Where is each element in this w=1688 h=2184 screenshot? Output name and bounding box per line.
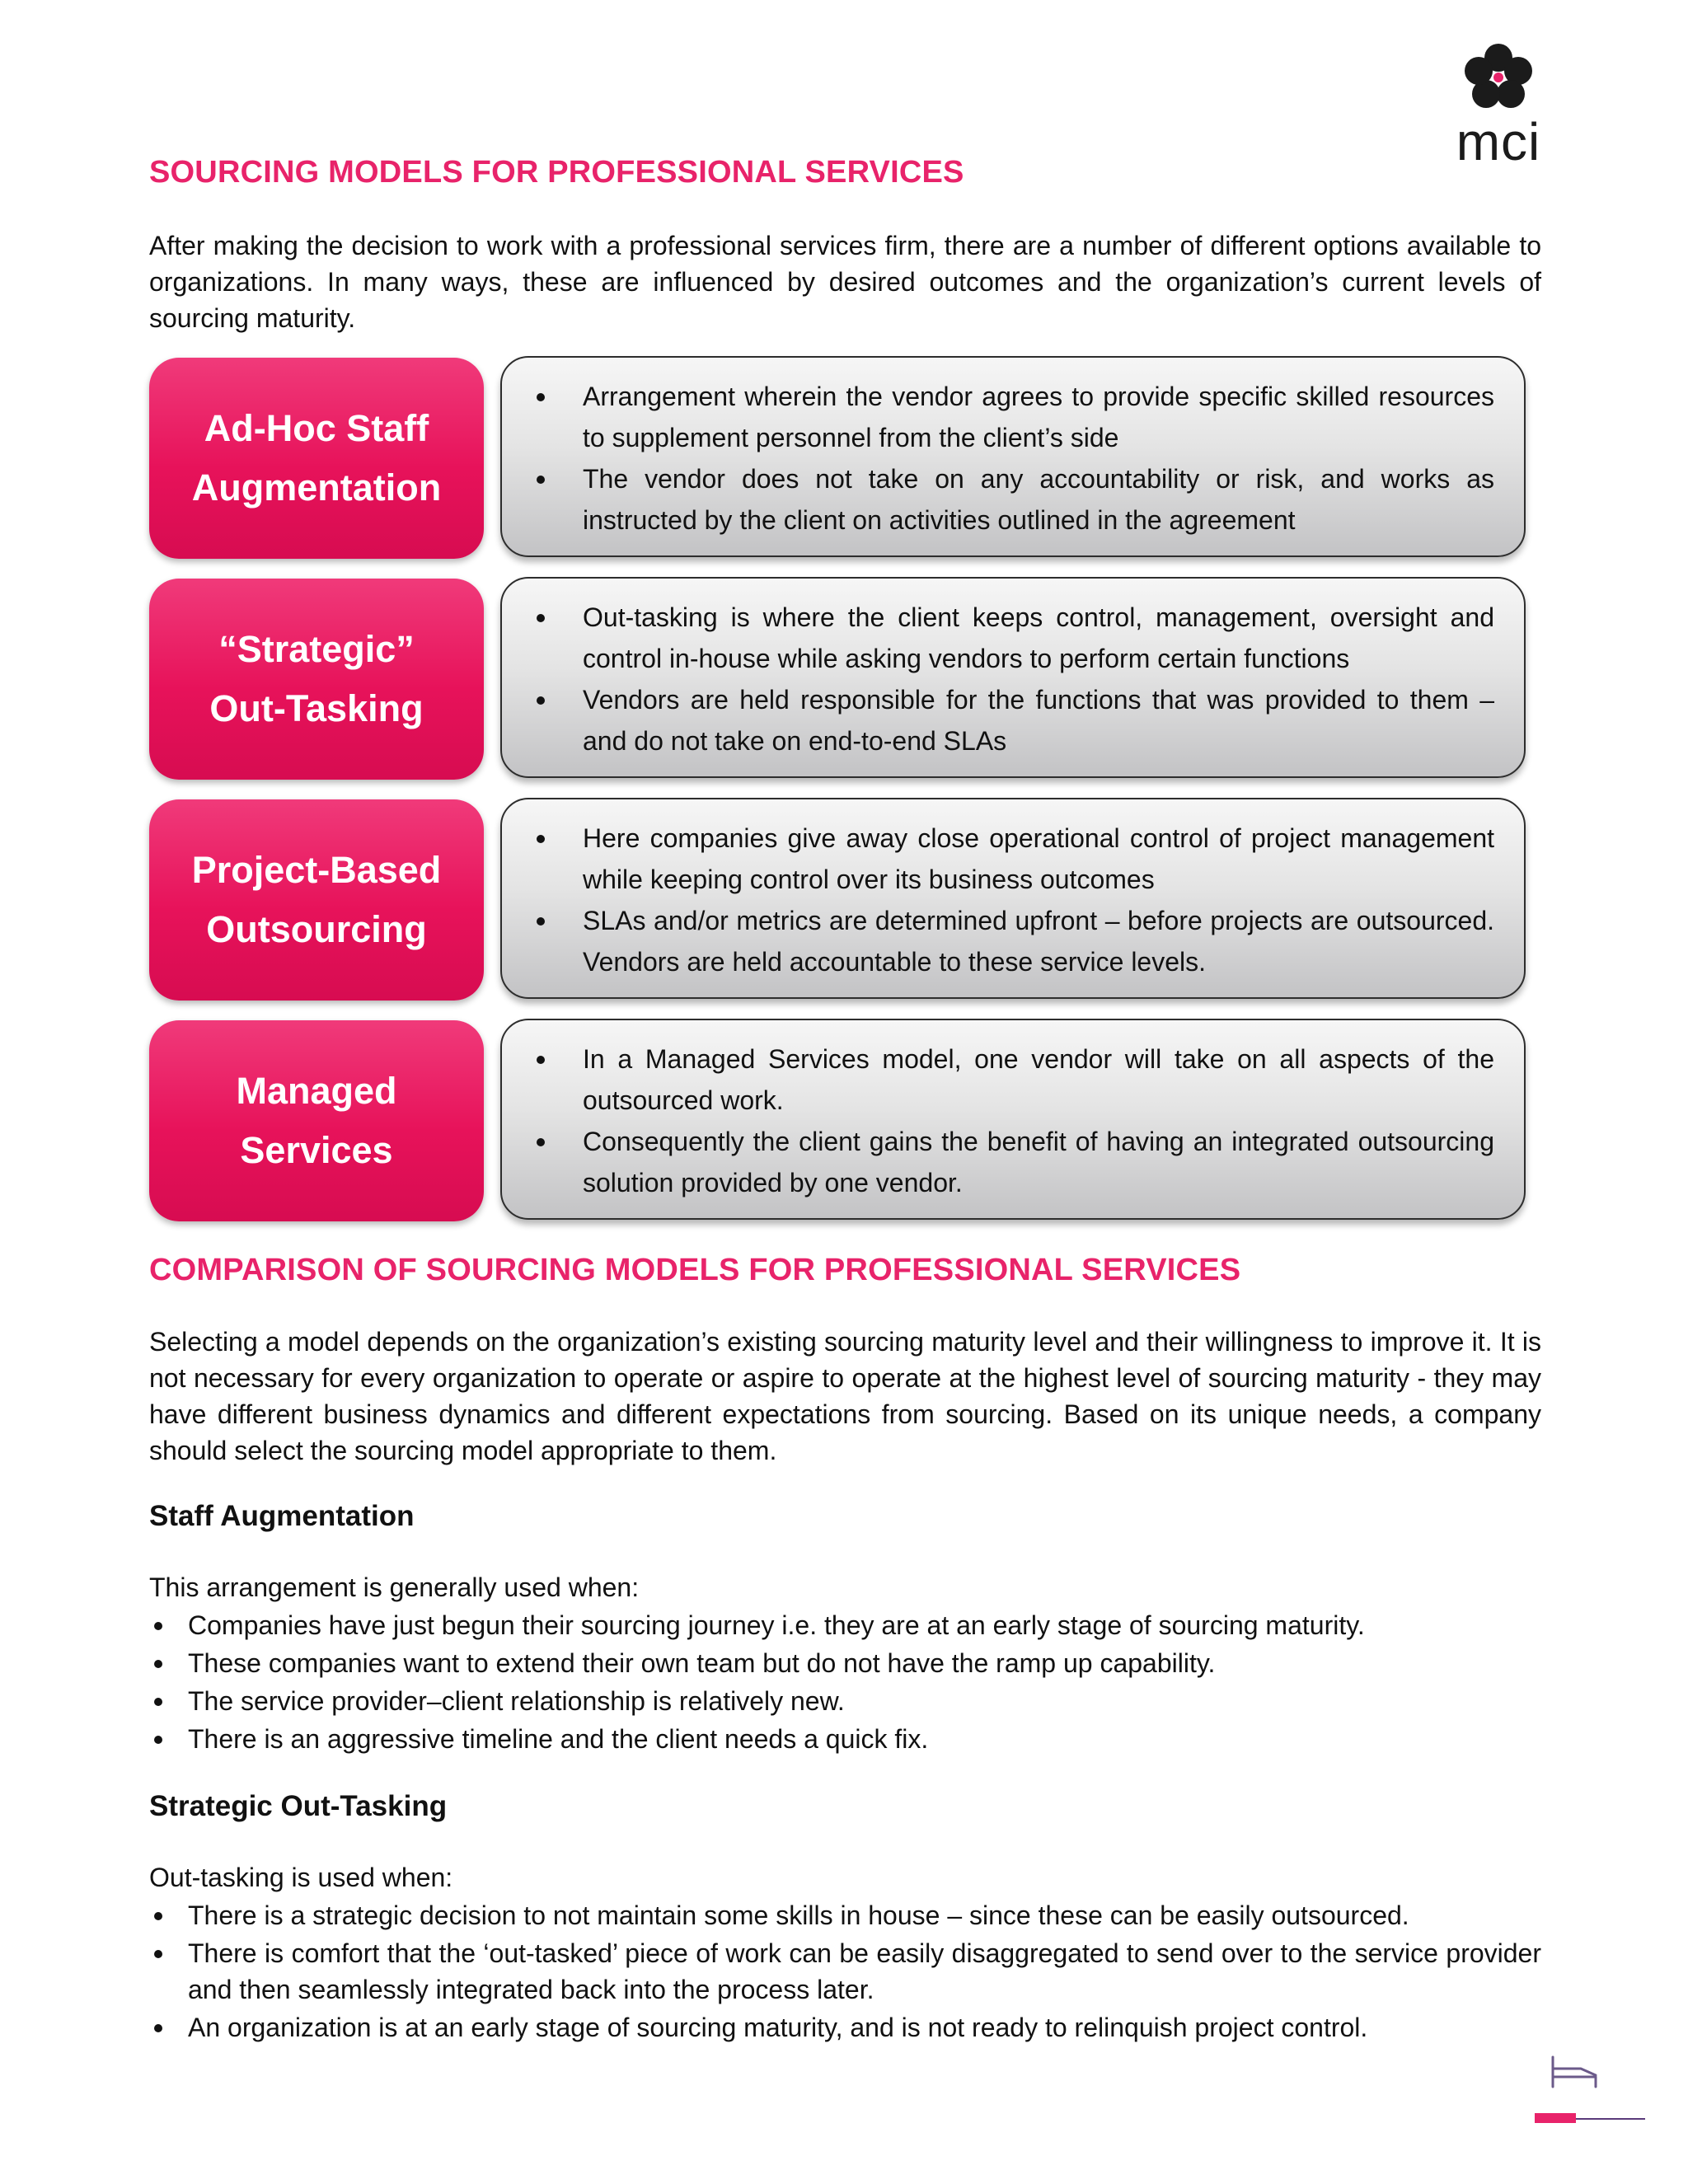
list-item: An organization is at an early stage of sourcing maturity, and is not ready to relinquish project control. — [149, 2009, 1541, 2046]
staff-aug-lead: This arrangement is generally used when: — [149, 1572, 640, 1602]
model-description — [500, 577, 1526, 778]
heading-strategic-out-tasking: Strategic Out-Tasking — [149, 1790, 448, 1822]
model-label-staff-augmentation: Ad-Hoc Staff Augmentation — [149, 358, 484, 559]
model-point: SLAs and/or metrics are determined upfront – before projects are outsourced. Vendors are held accountable to these service levels. — [532, 900, 1494, 982]
model-point: Here companies give away close operational control of project management while keeping control over its business outcomes — [532, 818, 1494, 900]
section-title-comparison: COMPARISON OF SOURCING MODELS FOR PROFESSIONAL SERVICES — [149, 1253, 1241, 1287]
comparison-paragraph: Selecting a model depends on the organization’s existing sourcing maturity level and their willingness to improve it. It is not necessary for every organization to operate or aspire to operate at the highest level of sourcing maturity - they may have different business dynamics and different expectations from sourcing. Based on its unique needs, a company should select the sourcing model appropriate to them. — [149, 1327, 1541, 1465]
model-row — [149, 577, 1527, 781]
footer-divider — [1535, 2116, 1645, 2120]
model-description — [500, 798, 1526, 999]
mci-logo — [1449, 43, 1548, 171]
staff-aug-list — [149, 1607, 1541, 1757]
model-point: Arrangement wherein the vendor agrees to provide specific skilled resources to supplement personnel from the client’s side — [532, 376, 1494, 458]
model-row — [149, 1019, 1527, 1223]
list-item: Companies have just begun their sourcing journey i.e. they are at an early stage of sourcing maturity. — [149, 1607, 1541, 1643]
model-point: The vendor does not take on any accountability or risk, and works as instructed by the client on activities outlined in the agreement — [532, 458, 1494, 541]
list-item: There is comfort that the ‘out-tasked’ piece of work can be easily disaggregated to send over to the service provider and then seamlessly integrated back into the process later. — [149, 1935, 1541, 2008]
model-point: In a Managed Services model, one vendor will take on all aspects of the outsourced work. — [532, 1038, 1494, 1121]
list-item: There is an aggressive timeline and the client needs a quick fix. — [149, 1721, 1541, 1757]
intro-paragraph: After making the decision to work with a professional services firm, there are a number of different options available to organizations. In many ways, these are influenced by desired outcomes and the organization’s current levels of sourcing maturity. — [149, 231, 1541, 333]
model-row — [149, 356, 1527, 560]
model-description — [500, 356, 1526, 557]
sourcing-models-grid — [149, 356, 1527, 1240]
out-tasking-list — [149, 1897, 1541, 2046]
model-point: Vendors are held responsible for the functions that was provided to them – and do not take on end-to-end SLAs — [532, 679, 1494, 762]
model-label-managed-services: Managed Services — [149, 1020, 484, 1221]
logo-wordmark: mci — [1456, 112, 1541, 171]
model-row — [149, 798, 1527, 1002]
model-point: Consequently the client gains the benefit of having an integrated outsourcing solution provided by one vendor. — [532, 1121, 1494, 1203]
section-title-sourcing-models: SOURCING MODELS FOR PROFESSIONAL SERVICES — [149, 155, 964, 190]
out-tasking-lead: Out-tasking is used when: — [149, 1863, 453, 1892]
heading-staff-augmentation: Staff Augmentation — [149, 1500, 415, 1532]
list-item: The service provider–client relationship is relatively new. — [149, 1683, 1541, 1719]
bed-icon — [1550, 2054, 1599, 2090]
list-item: These companies want to extend their own team but do not have the ramp up capability. — [149, 1645, 1541, 1681]
model-point: Out-tasking is where the client keeps control, management, oversight and control in-house while asking vendors to perform certain functions — [532, 597, 1494, 679]
model-description — [500, 1019, 1526, 1220]
model-label-project-based: Project-Based Outsourcing — [149, 799, 484, 1001]
model-label-out-tasking: “Strategic” Out-Tasking — [149, 579, 484, 780]
list-item: There is a strategic decision to not maintain some skills in house – since these can be easily outsourced. — [149, 1897, 1541, 1933]
